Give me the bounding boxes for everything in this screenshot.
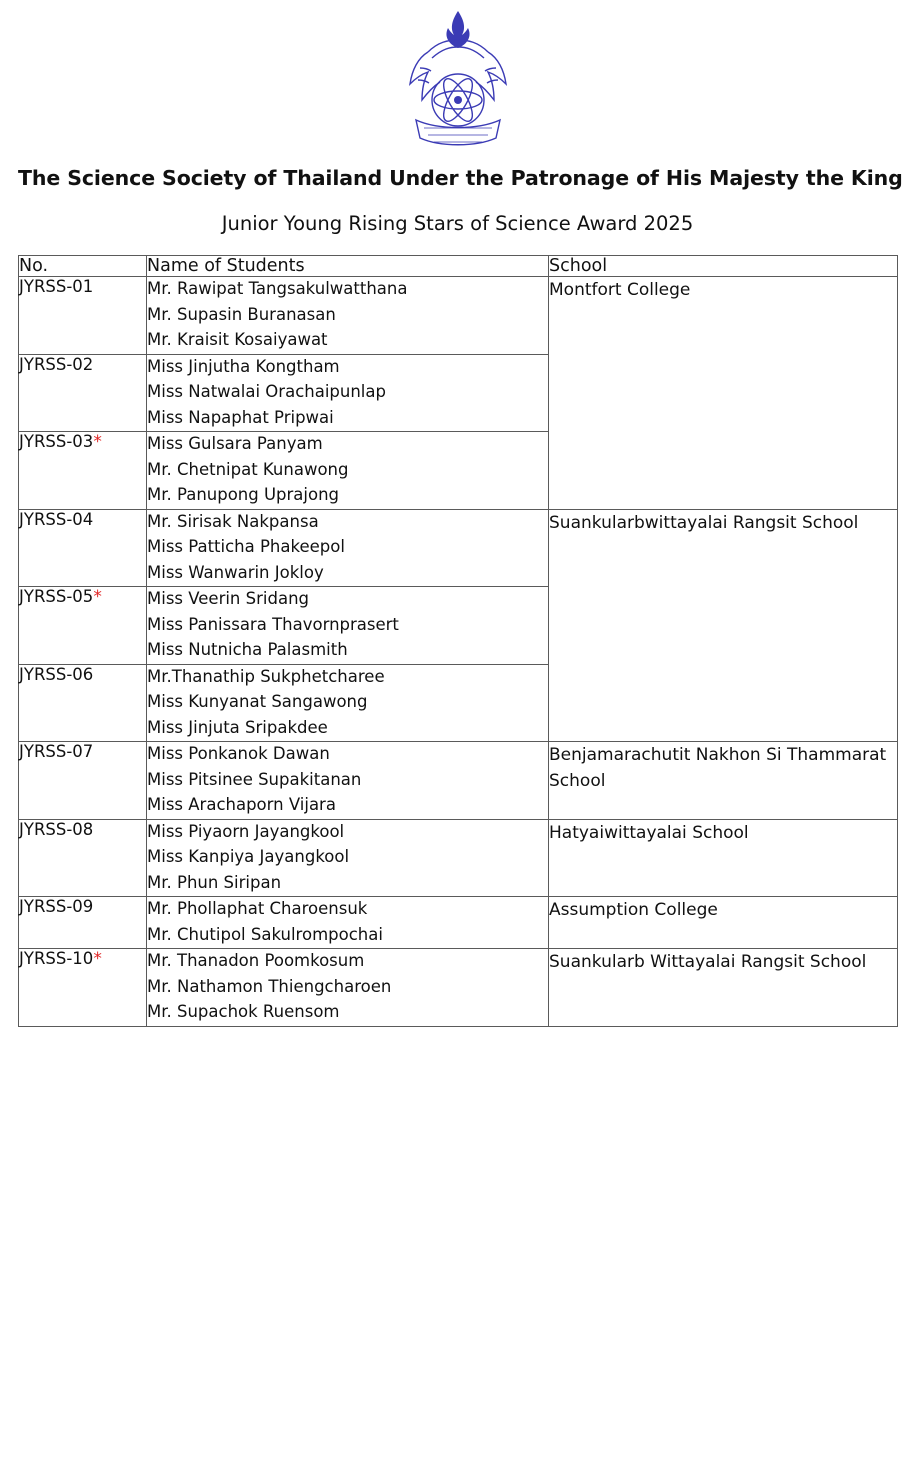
student-name: Miss Veerin Sridang bbox=[147, 589, 309, 608]
cell-entry-no bbox=[19, 949, 147, 1027]
entry-no-text: JYRSS-03 bbox=[19, 432, 94, 451]
asterisk-marker: * bbox=[93, 587, 102, 607]
cell-entry-no bbox=[19, 432, 147, 510]
table-row bbox=[19, 509, 898, 587]
student-name: Miss Kunyanat Sangawong bbox=[147, 692, 368, 711]
entry-no-text: JYRSS-06 bbox=[19, 664, 94, 684]
cell-school-name: Suankularbwittayalai Rangsit School bbox=[549, 509, 898, 742]
student-name: Mr. Nathamon Thiengcharoen bbox=[147, 976, 392, 996]
student-name: Mr.Thanathip Sukphetcharee bbox=[147, 666, 385, 686]
cell-student-names bbox=[147, 664, 549, 742]
student-name: Mr. Panupong Uprajong bbox=[147, 485, 340, 504]
student-name: Mr. Rawipat Tangsakulwatthana bbox=[147, 279, 408, 298]
table-body bbox=[19, 277, 898, 1027]
cell-student-names bbox=[147, 354, 549, 432]
entry-no-text: JYRSS-02 bbox=[19, 354, 94, 374]
student-name: Miss Wanwarin Jokloy bbox=[147, 562, 324, 582]
cell-entry-no bbox=[19, 897, 147, 949]
student-name: Miss Patticha Phakeepol bbox=[147, 537, 345, 556]
table-row bbox=[19, 949, 898, 1027]
student-name: Miss Gulsara Panyam bbox=[147, 434, 323, 453]
cell-school-name: Benjamarachutit Nakhon Si Thammarat School bbox=[549, 742, 898, 820]
cell-student-names bbox=[147, 509, 549, 587]
student-name: Miss Napaphat Pripwai bbox=[147, 407, 334, 427]
cell-entry-no bbox=[19, 664, 147, 742]
cell-entry-no bbox=[19, 277, 147, 355]
table-header-row bbox=[19, 256, 898, 277]
student-name: Miss Ponkanok Dawan bbox=[147, 744, 330, 763]
student-name: Mr. Thanadon Poomkosum bbox=[147, 951, 365, 970]
column-header-names: Name of Students bbox=[147, 256, 549, 277]
cell-student-names bbox=[147, 432, 549, 510]
student-name: Mr. Kraisit Kosaiyawat bbox=[147, 330, 328, 349]
column-header-school: School bbox=[549, 256, 898, 277]
cell-school-name: Hatyaiwittayalai School bbox=[549, 819, 898, 897]
student-name: Miss Jinjuta Sripakdee bbox=[147, 717, 328, 737]
title-block bbox=[18, 166, 903, 235]
entry-no-text: JYRSS-10 bbox=[19, 949, 94, 968]
awardees-table bbox=[18, 255, 898, 1027]
table-row bbox=[19, 897, 898, 949]
entry-no-text: JYRSS-05 bbox=[19, 587, 94, 606]
student-name: Miss Jinjutha Kongtham bbox=[147, 356, 340, 376]
cell-entry-no bbox=[19, 509, 147, 587]
student-name: Mr. Supachok Ruensom bbox=[147, 1002, 340, 1021]
column-header-no: No. bbox=[19, 256, 147, 277]
student-name: Mr. Phun Siripan bbox=[147, 872, 282, 892]
entry-no-text: JYRSS-07 bbox=[19, 742, 94, 761]
table-row bbox=[19, 277, 898, 355]
student-name: Mr. Chutipol Sakulrompochai bbox=[147, 924, 383, 944]
cell-student-names bbox=[147, 949, 549, 1027]
student-name: Mr. Phollaphat Charoensuk bbox=[147, 899, 368, 918]
asterisk-marker: * bbox=[93, 432, 102, 452]
cell-entry-no bbox=[19, 354, 147, 432]
cell-student-names bbox=[147, 742, 549, 820]
table-row bbox=[19, 742, 898, 820]
cell-student-names bbox=[147, 587, 549, 665]
cell-school-name: Suankularb Wittayalai Rangsit School bbox=[549, 949, 898, 1027]
entry-no-text: JYRSS-09 bbox=[19, 897, 94, 916]
student-name: Miss Natwalai Orachaipunlap bbox=[147, 382, 386, 401]
asterisk-marker: * bbox=[93, 949, 102, 969]
cell-entry-no bbox=[19, 819, 147, 897]
entry-no-text: JYRSS-08 bbox=[19, 819, 94, 839]
table-row bbox=[19, 819, 898, 897]
logo-container bbox=[18, 0, 897, 152]
page-subtitle: Junior Young Rising Stars of Science Award 2025 bbox=[221, 212, 694, 235]
entry-no-text: JYRSS-04 bbox=[19, 509, 94, 529]
cell-student-names bbox=[147, 277, 549, 355]
entry-no-text: JYRSS-01 bbox=[19, 277, 94, 296]
student-name: Miss Nutnicha Palasmith bbox=[147, 640, 348, 659]
cell-school-name: Montfort College bbox=[549, 277, 898, 510]
student-name: Miss Arachaporn Vijara bbox=[147, 795, 336, 814]
student-name: Miss Pitsinee Supakitanan bbox=[147, 769, 362, 789]
student-name: Mr. Supasin Buranasan bbox=[147, 304, 336, 324]
cell-entry-no bbox=[19, 742, 147, 820]
student-name: Miss Piyaorn Jayangkool bbox=[147, 821, 345, 841]
student-name: Mr. Sirisak Nakpansa bbox=[147, 511, 319, 531]
student-name: Miss Kanpiya Jayangkool bbox=[147, 847, 350, 866]
cell-student-names bbox=[147, 819, 549, 897]
student-name: Miss Panissara Thavornprasert bbox=[147, 614, 399, 634]
student-name: Mr. Chetnipat Kunawong bbox=[147, 459, 349, 479]
cell-student-names bbox=[147, 897, 549, 949]
cell-entry-no bbox=[19, 587, 147, 665]
page-title: The Science Society of Thailand Under the Patronage of His Majesty the King bbox=[18, 166, 903, 190]
science-society-emblem-icon bbox=[398, 8, 518, 156]
cell-school-name: Assumption College bbox=[549, 897, 898, 949]
